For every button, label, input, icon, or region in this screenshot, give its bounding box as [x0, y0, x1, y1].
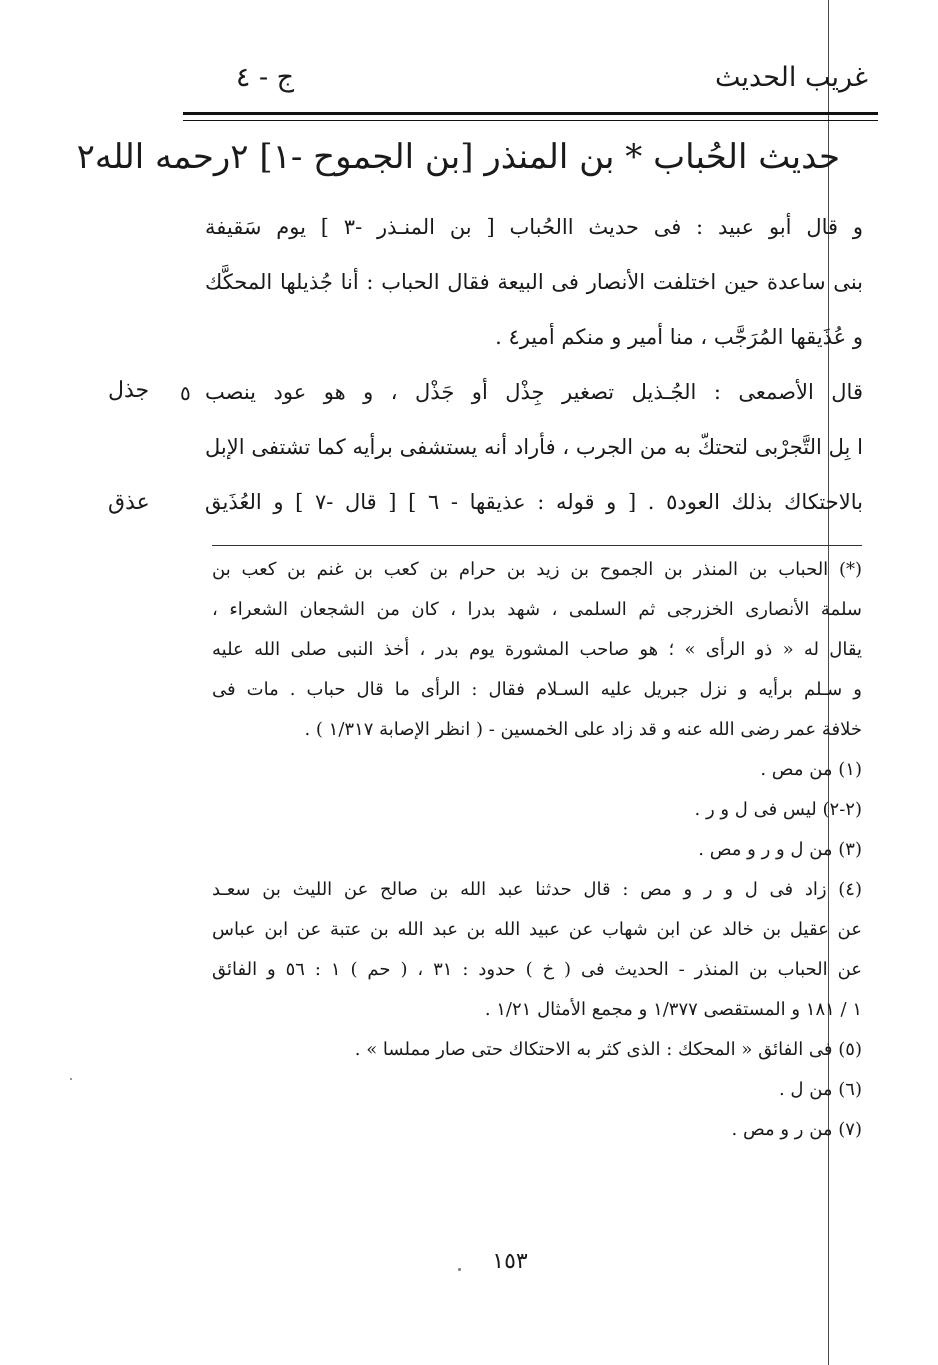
volume-number: ج - ٤ — [235, 62, 295, 93]
footnote-line: (٥) فى الفائق « المحكك : الذى كثر به الاحتكاك حتى صار مملسا » . — [354, 1039, 862, 1060]
header-rule-thick — [183, 112, 878, 115]
footnote-line: و سـلم برأيه و نزل جبريل عليه السـلام فقال : الرأى ما قال حباب . مات فى — [212, 679, 862, 700]
footnote-line: خلافة عمر رضى الله عنه و قد زاد على الخمسين - ( انظر الإصابة ١/٣١٧ ) . — [304, 719, 862, 740]
main-text-line: بنى ساعدة حين اختلفت الأنصار فى البيعة فقال الحباب : أنا جُذيلها المحكَّك — [205, 270, 863, 294]
footnotes-block — [212, 550, 862, 1150]
footnote-line: يقال له « ذو الرأى » ؛ هو صاحب المشورة يوم بدر ، أخذ النبى صلى الله عليه — [212, 639, 862, 660]
main-text-line: ا بِل التَّجرْبى لتحتكّ به من الجرب ، فأراد أنه يستشفى برأيه كما تشتفى الإبل — [205, 435, 863, 459]
main-text — [205, 200, 863, 530]
scan-speck — [458, 1268, 461, 1271]
footnote-line: (*) الحباب بن المنذر بن الجموح بن زيد بن حرام بن كعب بن غنم بن كعب بن — [212, 559, 862, 580]
footnote-line: (٣) من ل و ر و مص . — [698, 839, 862, 860]
footnote-line: (٦) من ل . — [778, 1079, 862, 1100]
header-rule-thin — [183, 120, 878, 121]
footnote-line: عن الحباب بن المنذر - الحديث فى ( خ ) حدود : ٣١ ، ( حم ) ١ : ٥٦ و الفائق — [212, 959, 862, 980]
section-title: حديث الحُباب * بن المنذر [بن الجموح -١] ٢رحمه الله٢ — [76, 137, 840, 177]
margin-keyword-adhq: عذق — [108, 490, 150, 515]
footnote-line: (٧) من ر و مص . — [731, 1119, 862, 1140]
main-text-line: و قال أبو عبيد : فى حديث االحُباب [ بن المنـذر -٣ ] يوم سَقيفة — [205, 215, 863, 239]
footnote-line: (١) من مص . — [760, 759, 862, 780]
footnote-divider — [212, 545, 862, 546]
footnote-line: (٢-٢) ليس فى ل و ر . — [694, 799, 862, 820]
page-number: ١٥٣ — [492, 1249, 528, 1274]
footnote-line: (٤) زاد فى ل و ر و مص : قال حدثنا عبد الله بن صالح عن الليث بن سعـد — [212, 879, 862, 900]
margin-keyword-jadhl: جذل — [108, 378, 150, 403]
footnote-line: عن عقيل بن خالد عن ابن شهاب عن عبيد الله بن عبد الله بن عتبة عن ابن عباس — [212, 919, 862, 940]
scan-speck — [70, 1078, 72, 1080]
main-text-line: قال الأصمعى : الجُـذيل تصغير جِذْل أو جَذْل ، و هو عود ينصب — [205, 380, 863, 404]
footnote-line: سلمة الأنصارى الخزرجى ثم السلمى ، شهد بدرا ، كان من الشجعان الشعراء ، — [212, 599, 862, 620]
running-title: غريب الحديث — [715, 62, 868, 93]
main-text-line: بالاحتكاك بذلك العود٥ . [ و قوله : عذيقها - ٦ ] [ قال -٧ ] و العُذَيق — [205, 490, 863, 514]
footnote-line: ١ / ١٨١ و المستقصى ١/٣٧٧ و مجمع الأمثال ١/٢١ . — [484, 999, 862, 1020]
line-number: ٥ — [180, 381, 191, 405]
main-text-line: و عُذَيقها المُرَجَّب ، منا أمير و منكم أمير٤ . — [495, 325, 863, 349]
